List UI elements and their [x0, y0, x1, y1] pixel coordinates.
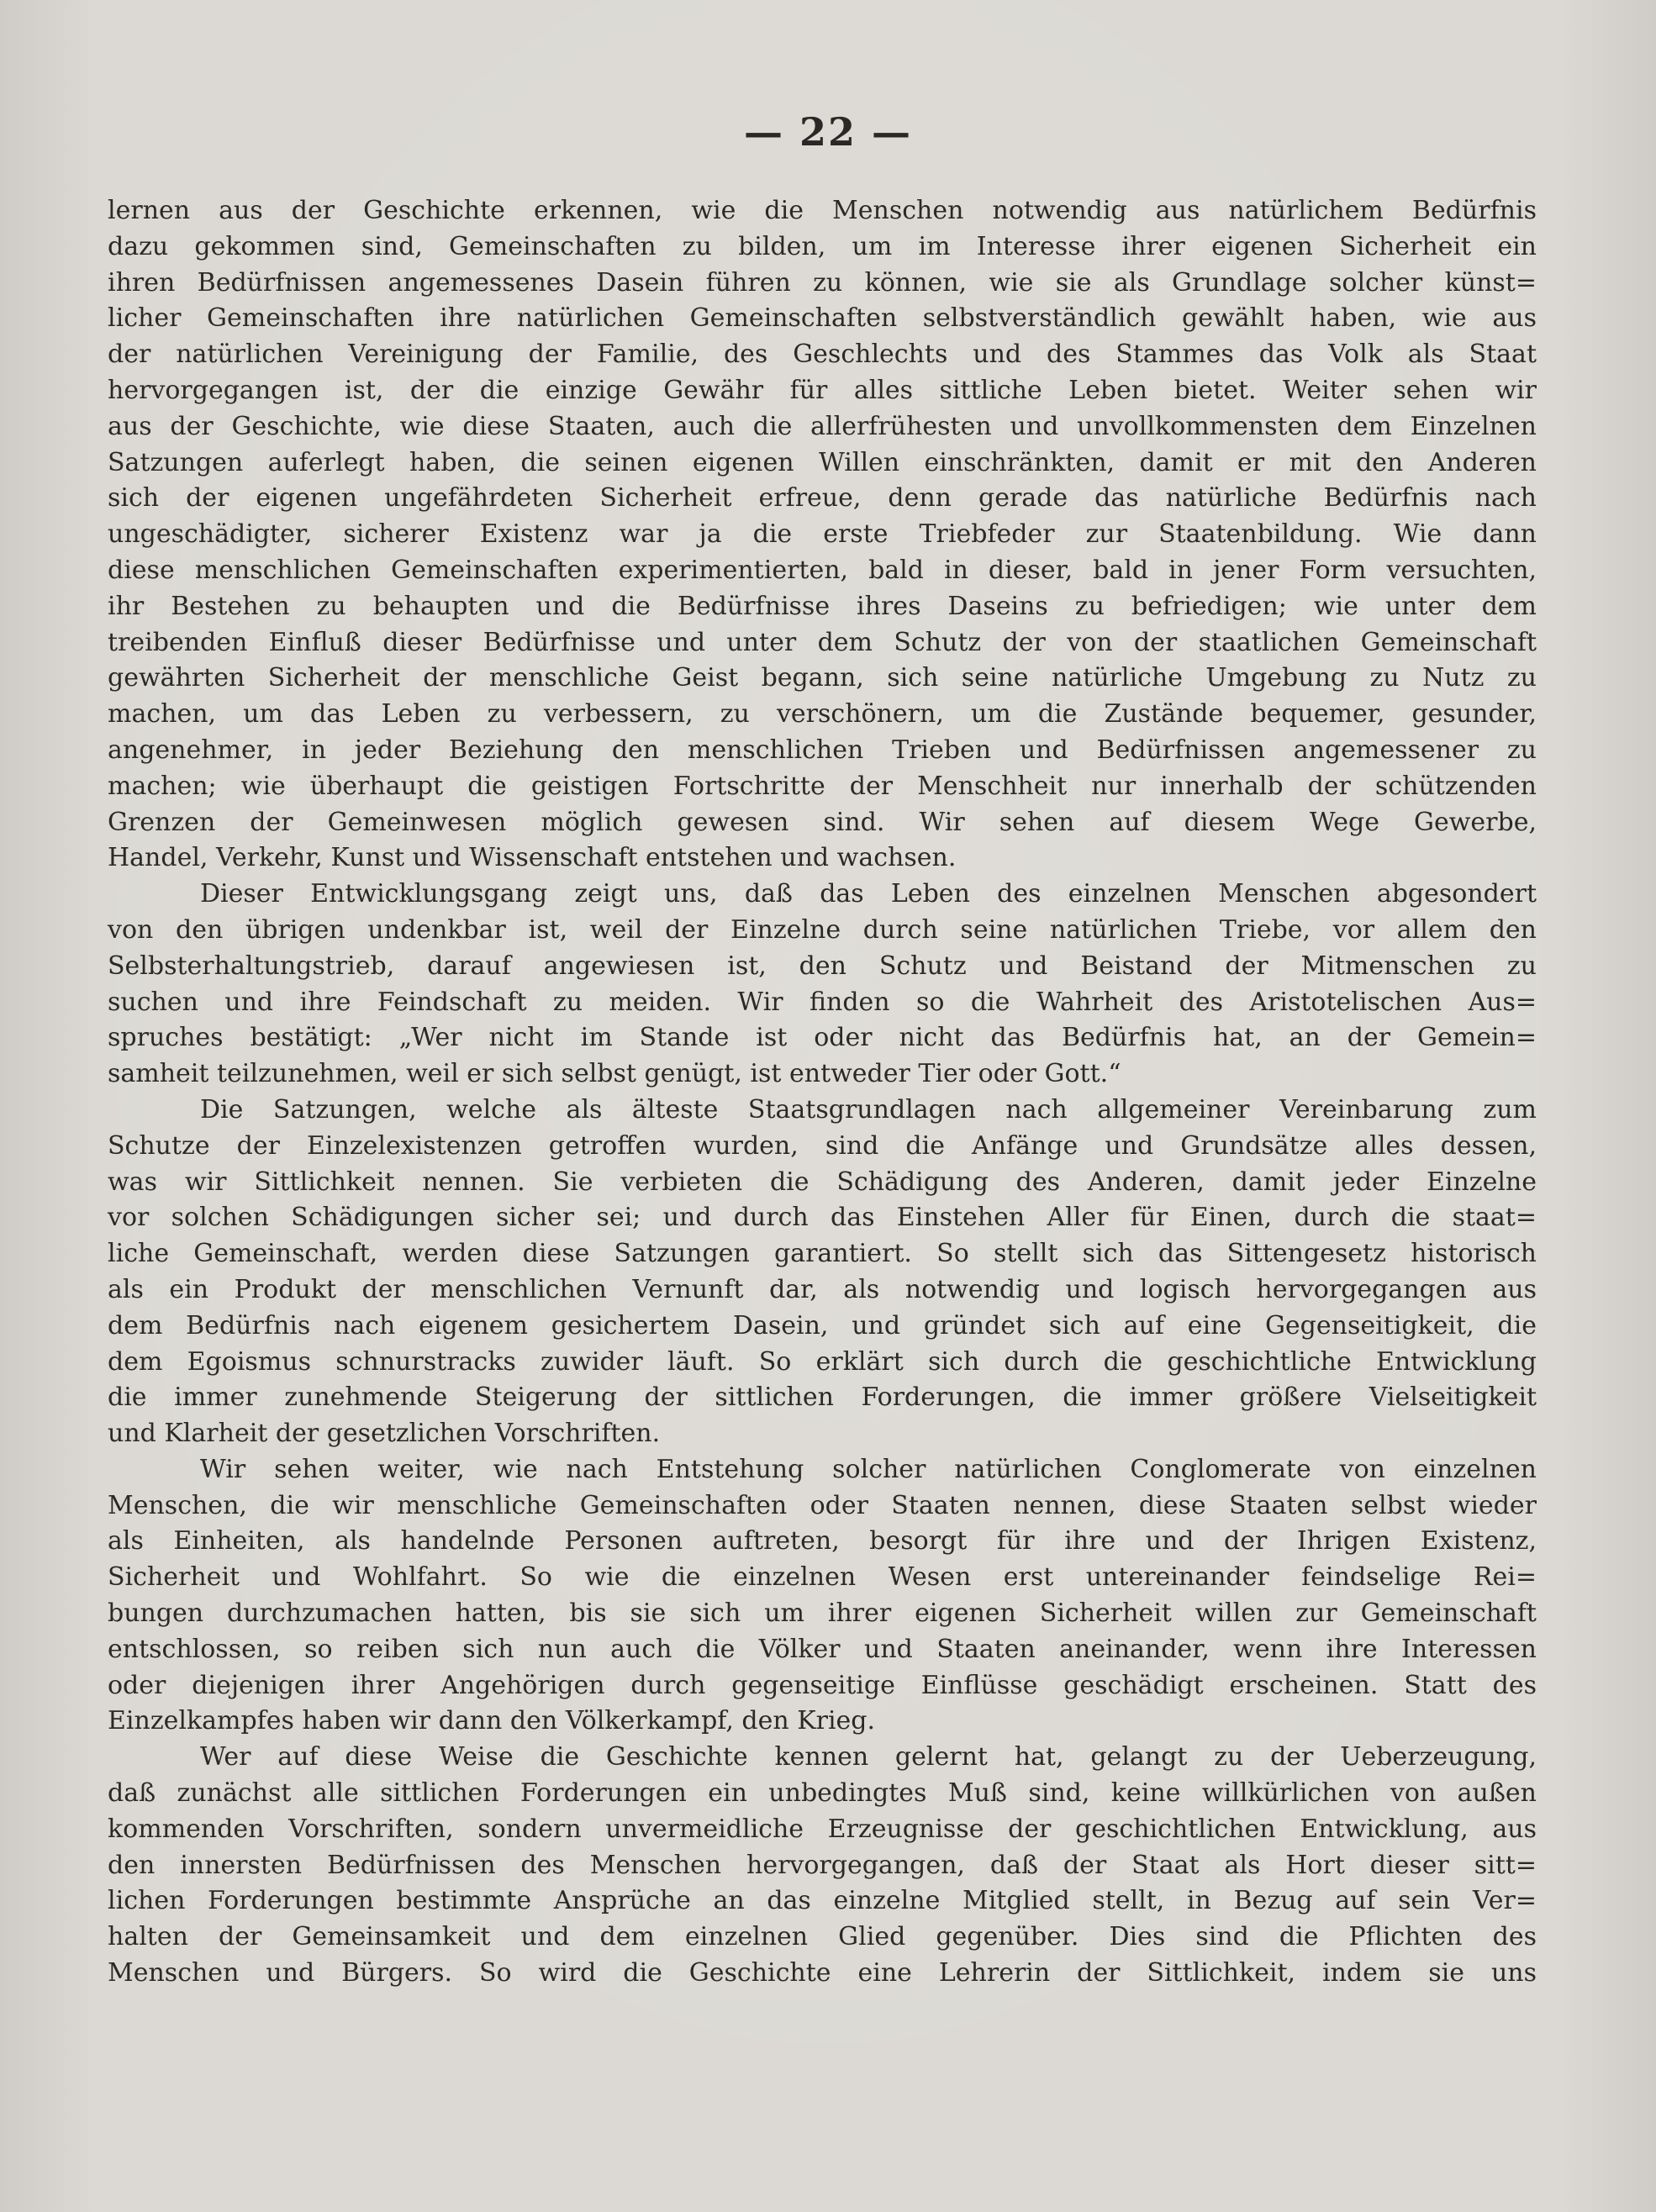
text-line: halten der Gemeinsamkeit und dem einzelnen Glied gegenüber. Dies sind die Pflichten des — [108, 1922, 1537, 1952]
text-line: gewährten Sicherheit der menschliche Geist begann, sich seine natürliche Umgebung zu Nutz zu — [108, 663, 1537, 693]
text-line: Grenzen der Gemeinwesen möglich gewesen sind. Wir sehen auf diesem Wege Gewerbe, — [108, 807, 1537, 837]
text-line: Satzungen auferlegt haben, die seinen eigenen Willen einschränkten, damit er mit den Anderen — [108, 447, 1537, 477]
text-line: Einzelkampfes haben wir dann den Völkerkampf, den Krieg. — [108, 1706, 876, 1736]
text-line: kommenden Vorschriften, sondern unvermeidliche Erzeugnisse der geschichtlichen Entwicklung, aus — [108, 1814, 1537, 1844]
text-line: und Klarheit der gesetzlichen Vorschriften. — [108, 1419, 661, 1449]
text-line: lichen Forderungen bestimmte Ansprüche an das einzelne Mitglied stellt, in Bezug auf sein Ver= — [108, 1886, 1537, 1916]
paragraph-1 — [108, 193, 1537, 877]
text-line: Die Satzungen, welche als älteste Staatsgrundlagen nach allgemeiner Vereinbarung zum — [200, 1094, 1537, 1124]
text-line: ihr Bestehen zu behaupten und die Bedürfnisse ihres Daseins zu befriedigen; wie unter dem — [108, 591, 1537, 621]
text-line: ungeschädigter, sicherer Existenz war ja die erste Triebfeder zur Staatenbildung. Wie dann — [108, 519, 1537, 550]
text-line: angenehmer, in jeder Beziehung den menschlichen Trieben und Bedürfnissen angemessener zu — [108, 735, 1537, 765]
text-line: machen; wie überhaupt die geistigen Fortschritte der Menschheit nur innerhalb der schützenden — [108, 771, 1537, 801]
text-line: aus der Geschichte, wie diese Staaten, auch die allerfrühesten und unvollkommensten dem Einzelnen — [108, 411, 1537, 441]
text-line: die immer zunehmende Steigerung der sittlichen Forderungen, die immer größere Vielseitigkeit — [108, 1382, 1537, 1413]
text-line: den innersten Bedürfnissen des Menschen hervorgegangen, daß der Staat als Hort dieser sitt= — [108, 1850, 1537, 1880]
text-line: sich der eigenen ungefährdeten Sicherheit erfreue, denn gerade das natürliche Bedürfnis nach — [108, 483, 1537, 514]
text-line: von den übrigen undenkbar ist, weil der Einzelne durch seine natürlichen Triebe, vor allem den — [108, 914, 1537, 945]
paragraph-2 — [108, 877, 1537, 1093]
text-line: liche Gemeinschaft, werden diese Satzungen garantiert. So stellt sich das Sittengesetz historisch — [108, 1239, 1537, 1269]
text-line: der natürlichen Vereinigung der Familie, des Geschlechts und des Stammes das Volk als Staat — [108, 340, 1537, 370]
page-number: — 22 — — [743, 109, 913, 155]
text-line: machen, um das Leben zu verbessern, zu verschönern, um die Zustände bequemer, gesunder, — [108, 699, 1537, 729]
text-line: Wir sehen weiter, wie nach Entstehung solcher natürlichen Conglomerate von einzelnen — [200, 1454, 1537, 1484]
text-line: bungen durchzumachen hatten, bis sie sich um ihrer eigenen Sicherheit willen zur Gemeinschaft — [108, 1598, 1537, 1629]
paragraph-5 — [108, 1740, 1537, 1992]
text-line: vor solchen Schädigungen sicher sei; und durch das Einstehen Aller für Einen, durch die staat= — [108, 1203, 1537, 1233]
text-line: spruches bestätigt: „Wer nicht im Stande ist oder nicht das Bedürfnis hat, an der Gemein= — [108, 1023, 1537, 1053]
text-line: Menschen, die wir menschliche Gemeinschaften oder Staaten nennen, diese Staaten selbst wieder — [108, 1490, 1537, 1520]
text-line: oder diejenigen ihrer Angehörigen durch gegenseitige Einflüsse geschädigt erscheinen. Statt des — [108, 1670, 1537, 1700]
text-line: als Einheiten, als handelnde Personen auftreten, besorgt für ihre und der Ihrigen Existenz, — [108, 1526, 1537, 1556]
text-line: daß zunächst alle sittlichen Forderungen ein unbedingtes Muß sind, keine willkürlichen von außen — [108, 1778, 1537, 1809]
text-line: dem Egoismus schnurstracks zuwider läuft. So erklärt sich durch die geschichtliche Entwicklung — [108, 1346, 1537, 1377]
paragraph-3 — [108, 1093, 1537, 1452]
text-line: samheit teilzunehmen, weil er sich selbst genügt, ist entweder Tier oder Gott.“ — [108, 1059, 1121, 1089]
text-line: licher Gemeinschaften ihre natürlichen Gemeinschaften selbstverständlich gewählt haben, wie aus — [108, 303, 1537, 334]
text-line: Wer auf diese Weise die Geschichte kennen gelernt hat, gelangt zu der Ueberzeugung, — [200, 1742, 1537, 1772]
text-line: hervorgegangen ist, der die einzige Gewähr für alles sittliche Leben bietet. Weiter sehen wir — [108, 375, 1537, 405]
text-line: Menschen und Bürgers. So wird die Geschichte eine Lehrerin der Sittlichkeit, indem sie uns — [108, 1958, 1537, 1988]
text-line: was wir Sittlichkeit nennen. Sie verbieten die Schädigung des Anderen, damit jeder Einzelne — [108, 1167, 1537, 1197]
text-line: Schutze der Einzelexistenzen getroffen wurden, sind die Anfänge und Grundsätze alles dessen, — [108, 1130, 1537, 1161]
text-line: lernen aus der Geschichte erkennen, wie die Menschen notwendig aus natürlichem Bedürfnis — [108, 196, 1537, 225]
text-line: treibenden Einfluß dieser Bedürfnisse und unter dem Schutz der von der staatlichen Gemeinschaft — [108, 627, 1537, 657]
text-line: als ein Produkt der menschlichen Vernunft dar, als notwendig und logisch hervorgegangen aus — [108, 1274, 1537, 1304]
text-line: diese menschlichen Gemeinschaften experimentierten, bald in dieser, bald in jener Form versuchten, — [108, 555, 1537, 585]
text-line: suchen und ihre Feindschaft zu meiden. Wir finden so die Wahrheit des Aristotelischen Aus= — [108, 987, 1537, 1017]
text-line: entschlossen, so reiben sich nun auch die Völker und Staaten aneinander, wenn ihre Interessen — [108, 1634, 1537, 1664]
text-line: dazu gekommen sind, Gemeinschaften zu bilden, um im Interesse ihrer eigenen Sicherheit ein — [108, 231, 1537, 261]
text-line: Handel, Verkehr, Kunst und Wissenschaft entstehen und wachsen. — [108, 843, 957, 873]
text-line: Dieser Entwicklungsgang zeigt uns, daß das Leben des einzelnen Menschen abgesondert — [200, 879, 1537, 909]
body-text — [108, 193, 1537, 1992]
text-line: Selbsterhaltungstrieb, darauf angewiesen ist, den Schutz und Beistand der Mitmenschen zu — [108, 951, 1537, 981]
text-line: dem Bedürfnis nach eigenem gesichertem Dasein, und gründet sich auf eine Gegenseitigkeit, die — [108, 1310, 1537, 1340]
paragraph-4 — [108, 1452, 1537, 1740]
text-line: Sicherheit und Wohlfahrt. So wie die einzelnen Wesen erst untereinander feindselige Rei= — [108, 1562, 1537, 1593]
text-line: ihren Bedürfnissen angemessenes Dasein führen zu können, wie sie als Grundlage solcher künst= — [108, 267, 1537, 298]
